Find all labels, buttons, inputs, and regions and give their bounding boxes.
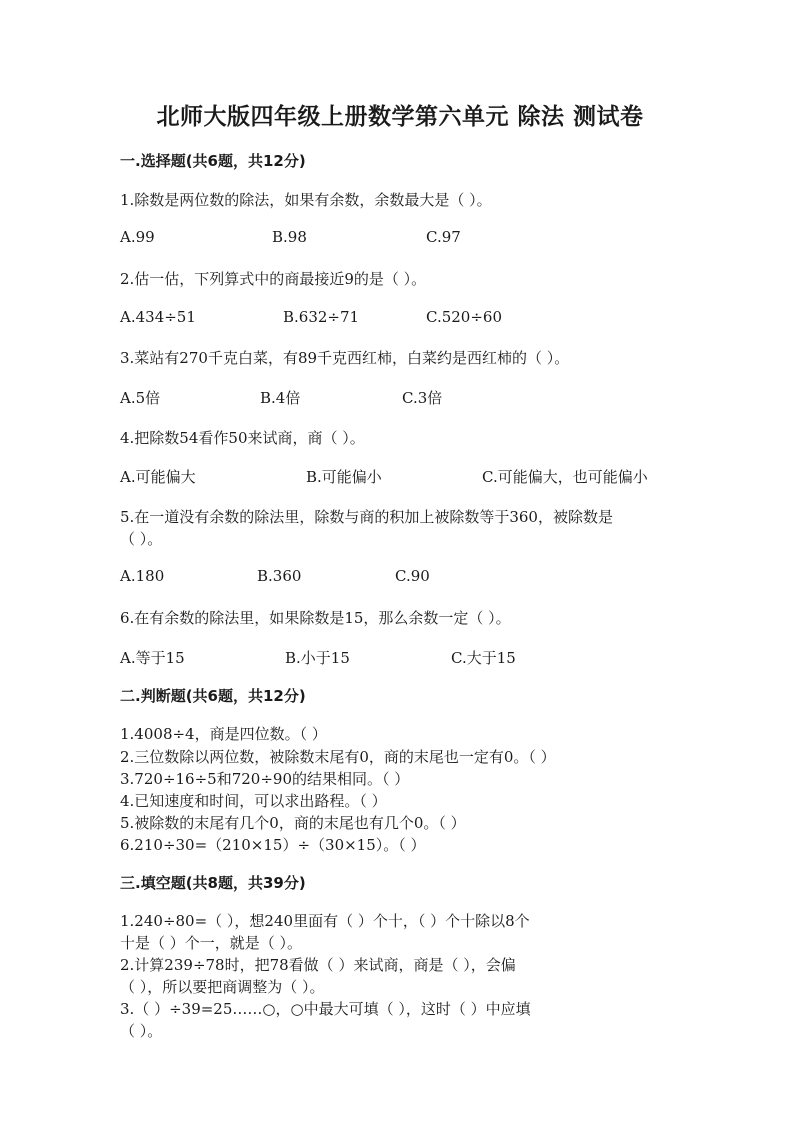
q3-option-a: A.5倍 xyxy=(120,389,161,407)
q5-option-c: C.90 xyxy=(395,567,430,585)
question-4: 4.把除数54看作50来试商，商（ ）。 xyxy=(120,429,365,447)
q5-option-a: A.180 xyxy=(120,567,165,585)
q2-option-b: B.632÷71 xyxy=(283,308,360,326)
q6-option-a: A.等于15 xyxy=(120,649,185,667)
fill-line-4: （ ），所以要把商调整为（ ）。 xyxy=(120,978,325,996)
page-title: 北师大版四年级上册数学第六单元 除法 测试卷 xyxy=(156,104,644,130)
judge-item-1: 1.4008÷4，商是四位数。（ ） xyxy=(120,725,327,743)
q4-option-b: B.可能偏小 xyxy=(306,468,382,486)
section-heading-fill-blank: 三.填空题(共8题，共39分) xyxy=(120,874,306,892)
judge-item-5: 5.被除数的末尾有几个0，商的末尾也有几个0。（ ） xyxy=(120,814,466,832)
question-6: 6.在有余数的除法里，如果除数是15，那么余数一定（ ）。 xyxy=(120,609,511,627)
q6-option-c: C.大于15 xyxy=(451,649,516,667)
q1-option-a: A.99 xyxy=(120,228,155,246)
question-2: 2.估一估，下列算式中的商最接近9的是（ ）。 xyxy=(120,270,427,288)
fill-line-6: （ ）。 xyxy=(120,1022,163,1040)
q5-option-b: B.360 xyxy=(257,567,302,585)
q2-option-a: A.434÷51 xyxy=(120,308,196,326)
section-heading-choice: 一.选择题(共6题，共12分) xyxy=(120,152,306,170)
fill-line-1: 1.240÷80=（ ），想240里面有（ ）个十，（ ）个十除以8个 xyxy=(120,912,530,930)
section-heading-judgement: 二.判断题(共6题，共12分) xyxy=(120,687,306,705)
q6-option-b: B.小于15 xyxy=(285,649,350,667)
q4-option-a: A.可能偏大 xyxy=(120,468,196,486)
q2-option-c: C.520÷60 xyxy=(426,308,502,326)
fill-line-5: 3.（ ）÷39=25……○，○中最大可填（ ），这时（ ）中应填 xyxy=(120,1000,531,1018)
fill-line-3: 2.计算239÷78时，把78看做（ ）来试商，商是（ ），会偏 xyxy=(120,956,516,974)
judge-item-4: 4.已知速度和时间，可以求出路程。（ ） xyxy=(120,792,387,810)
q1-option-c: C.97 xyxy=(426,228,461,246)
q3-option-c: C.3倍 xyxy=(402,389,443,407)
judge-item-2: 2.三位数除以两位数，被除数末尾有0，商的末尾也一定有0。（ ） xyxy=(120,748,556,766)
q3-option-b: B.4倍 xyxy=(260,389,301,407)
question-5: 5.在一道没有余数的除法里，除数与商的积加上被除数等于360，被除数是 xyxy=(120,508,613,526)
fill-line-2: 十是（ ）个一，就是（ ）。 xyxy=(120,934,303,952)
q1-option-b: B.98 xyxy=(272,228,307,246)
q4-option-c: C.可能偏大，也可能偏小 xyxy=(482,468,648,486)
judge-item-3: 3.720÷16÷5和720÷90的结果相同。（ ） xyxy=(120,770,410,788)
question-1: 1.除数是两位数的除法，如果有余数，余数最大是（ ）。 xyxy=(120,191,492,209)
question-3: 3.菜站有270千克白菜，有89千克西红柿，白菜约是西红柿的（ ）。 xyxy=(120,349,570,367)
question-5-continued: （ ）。 xyxy=(120,530,163,548)
judge-item-6: 6.210÷30=（210×15）÷（30×15）。（ ） xyxy=(120,836,426,854)
